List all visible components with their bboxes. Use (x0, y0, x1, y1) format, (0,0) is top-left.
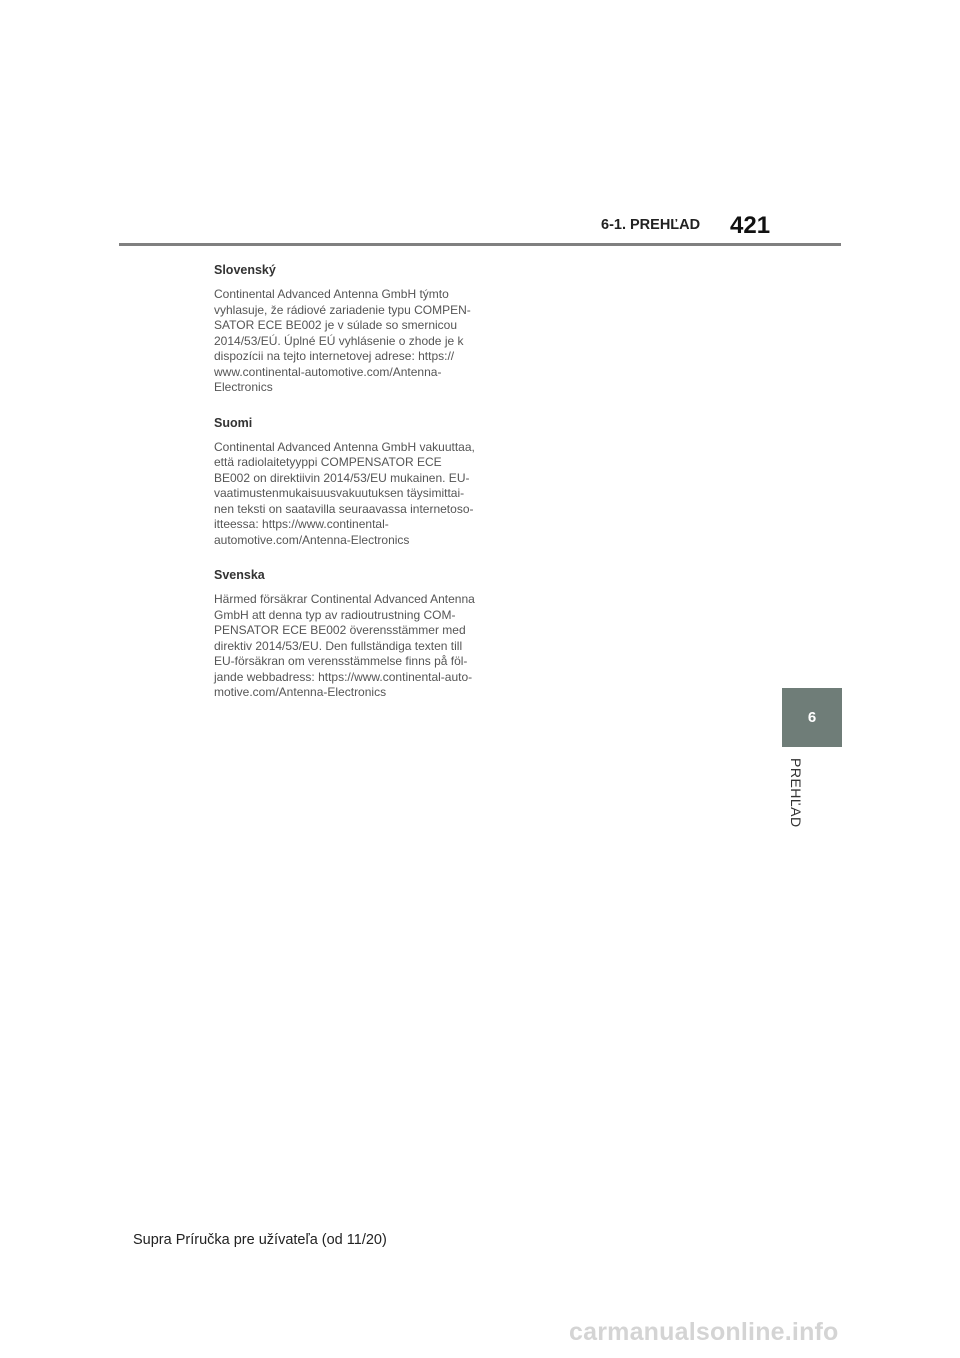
declaration-content (214, 262, 475, 720)
watermark: carmanualsonline.info (569, 1318, 839, 1346)
paragraph-line: itteessa: https://www.continental- (214, 517, 389, 531)
paragraph-line: Electronics (214, 380, 273, 394)
running-header-section: 6-1. PREHĽAD (601, 217, 701, 233)
page-number: 421 (730, 212, 771, 239)
footer-manual-title: Supra Príručka pre užívateľa (od 11/20) (133, 1232, 387, 1248)
paragraph-line: www.continental-automotive.com/Antenna- (214, 364, 442, 379)
paragraph-line: motive.com/Antenna-Electronics (214, 685, 387, 699)
header-divider (119, 243, 841, 246)
chapter-label: PREHĽAD (788, 758, 804, 828)
section-suomi (214, 415, 475, 549)
section-title: Svenska (214, 568, 265, 582)
paragraph-line: vaatimustenmukaisuusvakuutuksen täysimittai- (214, 486, 465, 500)
paragraph-line: Härmed försäkrar Continental Advanced Antenna (214, 592, 475, 606)
paragraph-line: BE002 on direktiivin 2014/53/EU mukainen. EU- (214, 470, 470, 485)
paragraph-line: jande webbadress: https://www.continental-auto- (214, 669, 473, 684)
paragraph-line: Continental Advanced Antenna GmbH vakuuttaa, (214, 439, 475, 454)
paragraph-line: 2014/53/EÚ. Úplné EÚ vyhlásenie o zhode je k (214, 333, 464, 348)
paragraph-line: SATOR ECE BE002 je v súlade so smernicou (214, 318, 457, 332)
paragraph-line: että radiolaitetyyppi COMPENSATOR ECE (214, 455, 442, 469)
paragraph-line: automotive.com/Antenna-Electronics (214, 532, 410, 547)
paragraph-line: nen teksti on saatavilla seuraavassa internetoso- (214, 501, 474, 516)
paragraph-line: PENSATOR ECE BE002 överensstämmer med (214, 623, 466, 637)
paragraph-line: Continental Advanced Antenna GmbH týmto (214, 287, 449, 301)
chapter-tab (782, 688, 842, 747)
paragraph-line: GmbH att denna typ av radioutrustning COM- (214, 607, 456, 622)
paragraph-line: vyhlasuje, že rádiové zariadenie typu COMPEN- (214, 302, 471, 317)
paragraph-line: EU-försäkran om verensstämmelse finns på föl- (214, 654, 468, 668)
section-title: Slovenský (214, 263, 276, 277)
section-title: Suomi (214, 415, 253, 430)
chapter-number: 6 (807, 709, 817, 726)
section-svenska (214, 567, 475, 701)
section-slovensky (214, 262, 470, 396)
paragraph-line: direktiv 2014/53/EU. Den fullständiga texten till (214, 638, 463, 653)
paragraph-line: dispozícii na tejto internetovej adrese: https:// (214, 349, 455, 363)
